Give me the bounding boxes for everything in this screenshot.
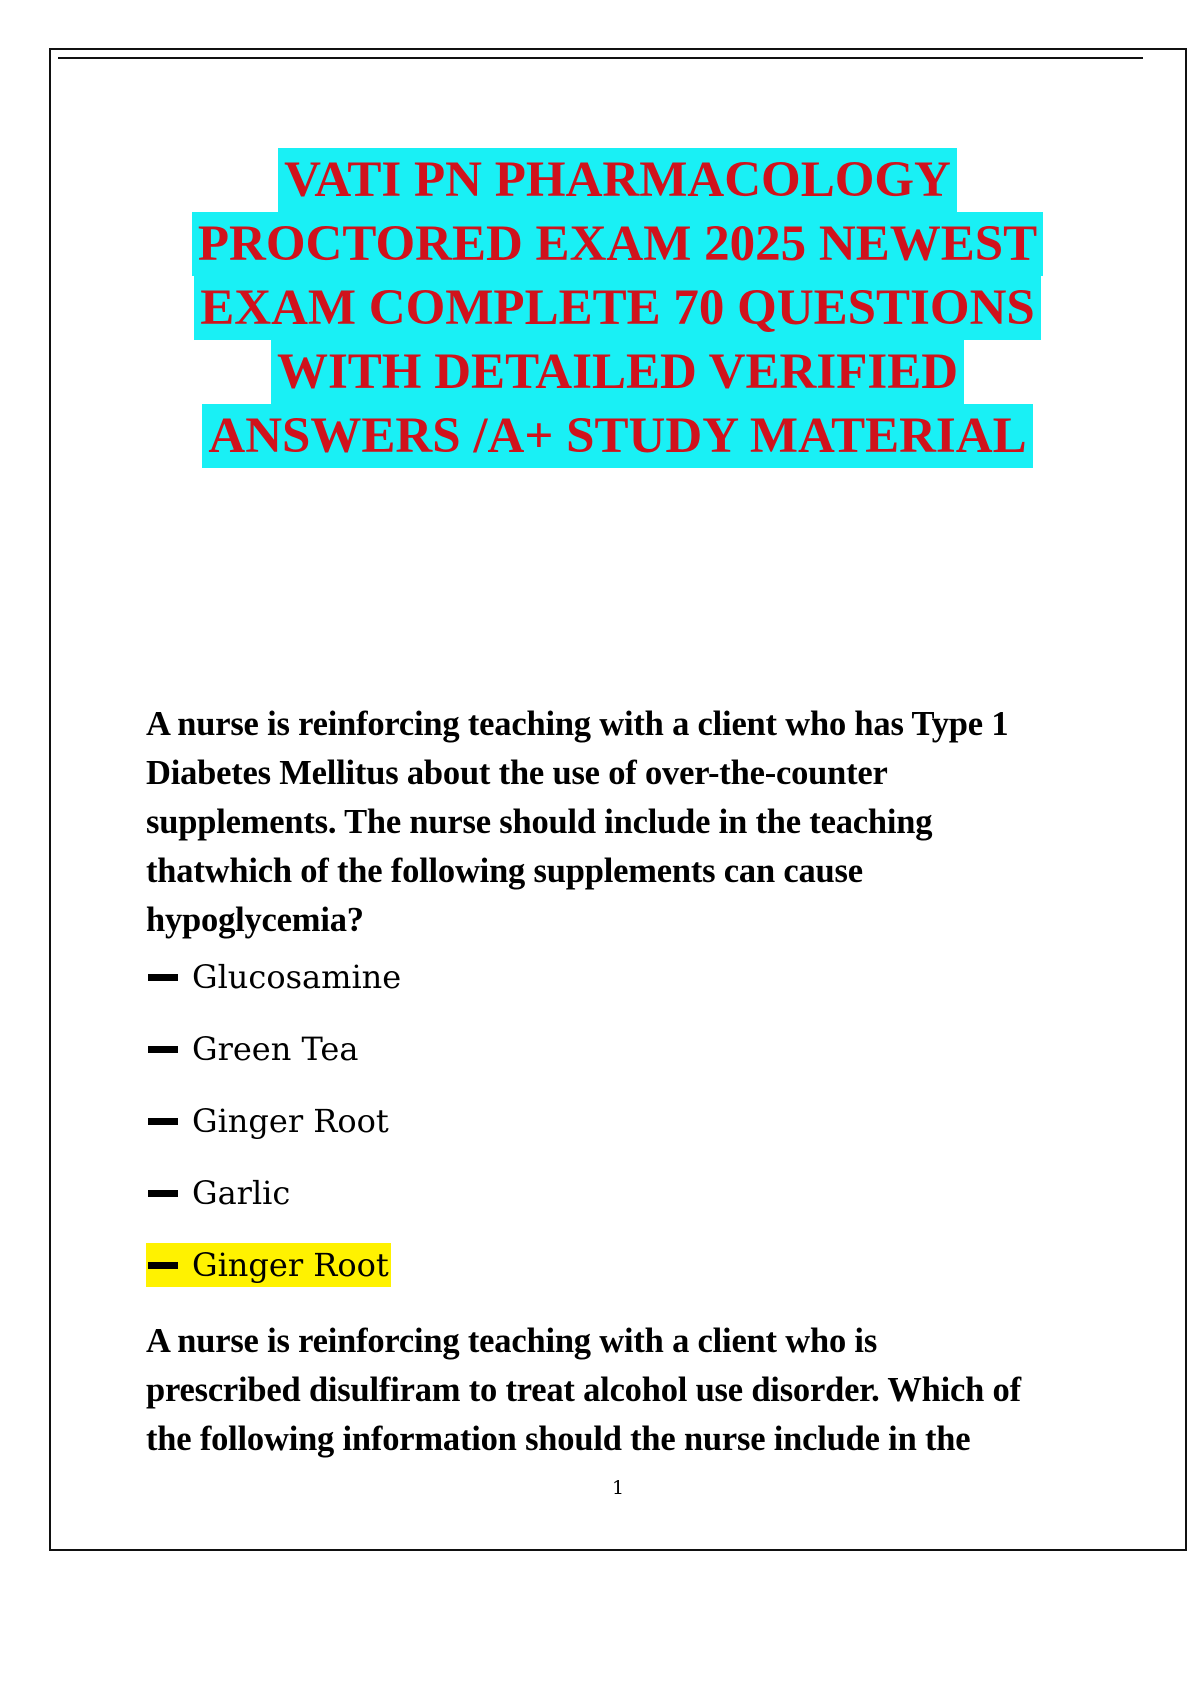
exam-content — [146, 700, 1106, 1464]
answer-item — [146, 1243, 1106, 1315]
title-line: EXAM COMPLETE 70 QUESTIONS — [194, 276, 1041, 340]
option-item — [146, 1171, 1106, 1243]
question-line: hypoglycemia? — [146, 901, 364, 939]
dash-icon — [148, 974, 178, 981]
question-line: Diabetes Mellitus about the use of over-the-counter — [146, 754, 888, 792]
option-item — [146, 955, 1106, 1027]
option-label: Glucosamine — [192, 958, 402, 996]
title-line: VATI PN PHARMACOLOGY — [278, 148, 957, 212]
question-line: the following information should the nurse include in the — [146, 1420, 971, 1458]
question-2-text — [146, 1317, 1106, 1464]
dash-icon — [148, 1046, 178, 1053]
question-1-options — [146, 955, 1106, 1315]
title-line: WITH DETAILED VERIFIED — [271, 340, 964, 404]
question-line: thatwhich of the following supplements can cause — [146, 852, 863, 890]
option-item — [146, 1027, 1106, 1099]
question-line: A nurse is reinforcing teaching with a client who is — [146, 1322, 878, 1360]
dash-icon — [148, 1262, 178, 1269]
question-line: A nurse is reinforcing teaching with a client who has Type 1 — [146, 705, 1009, 743]
title-line: PROCTORED EXAM 2025 NEWEST — [192, 212, 1043, 276]
question-line: prescribed disulfiram to treat alcohol use disorder. Which of — [146, 1371, 1021, 1409]
answer-highlight — [146, 1243, 391, 1287]
option-label: Garlic — [192, 1174, 291, 1212]
question-1-text — [146, 700, 1106, 945]
option-label: Ginger Root — [192, 1102, 389, 1140]
header-rule — [58, 57, 1143, 59]
document-title — [60, 148, 1175, 468]
option-label: Green Tea — [192, 1030, 359, 1068]
question-line: supplements. The nurse should include in the teaching — [146, 803, 933, 841]
option-item — [146, 1099, 1106, 1171]
page-number: 1 — [611, 1477, 625, 1499]
dash-icon — [148, 1118, 178, 1125]
answer-label: Ginger Root — [192, 1246, 389, 1284]
title-line: ANSWERS /A+ STUDY MATERIAL — [202, 404, 1032, 468]
dash-icon — [148, 1190, 178, 1197]
